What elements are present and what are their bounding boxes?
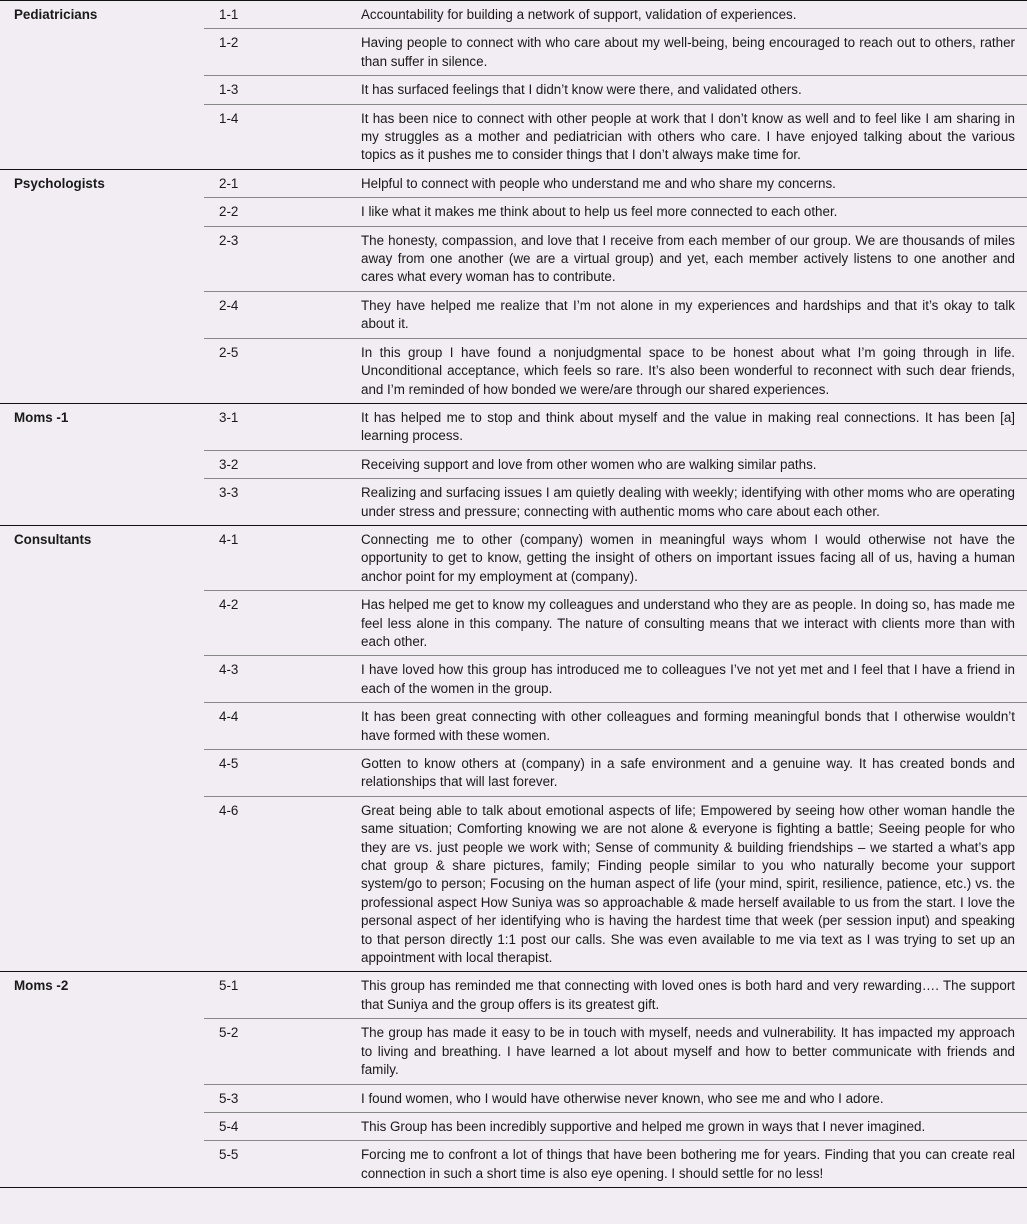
response-text-cell: I like what it makes me think about to help us feel more connected to each other.: [361, 198, 1027, 226]
response-text-cell: It has been great connecting with other colleagues and forming meaningful bonds that I otherwise wouldn’t have formed with these women.: [361, 703, 1027, 750]
response-text-cell: They have helped me realize that I’m not alone in my experiences and hardships and that it’s okay to talk about it.: [361, 291, 1027, 338]
response-id-cell: 5-1: [204, 972, 361, 1019]
response-id-cell: 2-4: [204, 291, 361, 338]
group-name-cell: Pediatricians: [14, 7, 98, 22]
response-text-cell: I have loved how this group has introduced me to colleagues I’ve not yet met and I feel that I have a friend in each of the women in the group.: [361, 656, 1027, 703]
response-text-cell: It has been nice to connect with other people at work that I don’t know as well and to feel like I am sharing in my struggles as a mother and pediatrician with others who care. I have enjoyed talking about the various topics as it pushes me to consider things that I don’t always make time for.: [361, 104, 1027, 169]
response-text-cell: Has helped me get to know my colleagues and understand who they are as people. In doing so, has made me feel less alone in this company. The nature of consulting means that we interact with clients more than with each other.: [361, 591, 1027, 656]
group-name-cell: Moms -2: [0, 972, 204, 1188]
response-id-cell: 1-2: [204, 29, 361, 76]
table-row: [0, 403, 1027, 450]
group-name-cell: Psychologists: [0, 169, 204, 403]
response-text-cell: Accountability for building a network of support, validation of experiences.: [361, 7, 797, 22]
response-text-cell: Forcing me to confront a lot of things that have been bothering me for years. Finding that you can create real connection in such a short time is also eye opening. I should settle for no less!: [361, 1141, 1027, 1188]
response-text-cell: In this group I have found a nonjudgmental space to be honest about what I’m going through in life. Unconditional acceptance, which feels so rare. It’s also been wonderful to reconnect with such dear friends, and I’m reminded of how bonded we were/are through our shared experiences.: [361, 338, 1027, 403]
response-text-cell: This Group has been incredibly supportive and helped me grown in ways that I never imagined.: [361, 1112, 1027, 1140]
response-id-cell: 1-1: [219, 7, 239, 22]
response-id-cell: 5-5: [204, 1141, 361, 1188]
response-id-cell: 4-1: [204, 525, 361, 590]
response-id-cell: 1-3: [204, 76, 361, 104]
response-id-cell: 2-1: [204, 169, 361, 197]
group-name-cell: Moms -1: [0, 403, 204, 525]
response-id-cell: 2-2: [204, 198, 361, 226]
response-id-cell: 1-4: [204, 104, 361, 169]
response-text-cell: Realizing and surfacing issues I am quietly dealing with weekly; identifying with other moms who are operating under stress and pressure; connecting with authentic moms who care about each other.: [361, 479, 1027, 526]
response-id-cell: 3-1: [204, 403, 361, 450]
response-id-cell: 5-2: [204, 1019, 361, 1084]
response-id-cell: 2-5: [204, 338, 361, 403]
response-id-cell: 3-3: [204, 479, 361, 526]
group-name-cell: Consultants: [0, 525, 204, 972]
response-id-cell: 4-4: [204, 703, 361, 750]
response-id-cell: 4-5: [204, 750, 361, 797]
response-id-cell: 5-4: [204, 1112, 361, 1140]
response-text-cell: It has surfaced feelings that I didn’t know were there, and validated others.: [361, 76, 1027, 104]
response-text-cell: The group has made it easy to be in touch with myself, needs and vulnerability. It has impacted my approach to living and breathing. I have learned a lot about myself and how to better communicate with friends and family.: [361, 1019, 1027, 1084]
response-text-cell: Helpful to connect with people who understand me and who share my concerns.: [361, 169, 1027, 197]
response-id-cell: 4-6: [204, 796, 361, 972]
response-text-cell: Great being able to talk about emotional aspects of life; Empowered by seeing how other woman handle the same situation; Comforting knowing we are not alone & everyone is fighting a battle; Seeing people for who they are vs. just people we work with; Sense of community & building friendships – we started a what’s app chat group & share pictures, family; Finding people similar to you who naturally become your support system/go to person; Focusing on the human aspect of life (your mind, spirit, resilience, patience, etc.) vs. the professional aspect How Suniya was so approachable & made herself available to us from the start. I love the personal aspect of her identifying who is having the hardest time that week (per session input) and speaking to that person directly 1:1 post our calls. She was even available to me via text as I was trying to set up an appointment with local therapist.: [361, 796, 1027, 972]
response-id-cell: 5-3: [204, 1084, 361, 1112]
table-row: [0, 169, 1027, 197]
response-text-cell: This group has reminded me that connecting with loved ones is both hard and very rewarding…. The support that Suniya and the group offers is its greatest gift.: [361, 972, 1027, 1019]
response-text-cell: Receiving support and love from other women who are walking similar paths.: [361, 450, 1027, 478]
response-text-cell: I found women, who I would have otherwise never known, who see me and who I adore.: [361, 1084, 1027, 1112]
response-id-cell: 4-2: [204, 591, 361, 656]
table-row: [0, 1, 1027, 29]
response-text-cell: Connecting me to other (company) women in meaningful ways whom I would otherwise not have the opportunity to get to know, getting the insight of others on important issues facing all of us, having a human anchor point for my employment at (company).: [361, 525, 1027, 590]
response-text-cell: It has helped me to stop and think about myself and the value in making real connections. It has been [a] learning process.: [361, 403, 1027, 450]
response-id-cell: 4-3: [204, 656, 361, 703]
table-row: [0, 972, 1027, 1019]
response-text-cell: Having people to connect with who care about my well-being, being encouraged to reach out to others, rather than suffer in silence.: [361, 29, 1027, 76]
responses-table-body: [0, 1, 1027, 1188]
response-text-cell: Gotten to know others at (company) in a safe environment and a genuine way. It has created bonds and relationships that will last forever.: [361, 750, 1027, 797]
response-id-cell: 2-3: [204, 226, 361, 291]
table-row: [0, 525, 1027, 590]
response-id-cell: 3-2: [204, 450, 361, 478]
response-text-cell: The honesty, compassion, and love that I receive from each member of our group. We are thousands of miles away from one another (we are a virtual group) and yet, each member actively listens to one another and cares what every woman has to contribute.: [361, 226, 1027, 291]
